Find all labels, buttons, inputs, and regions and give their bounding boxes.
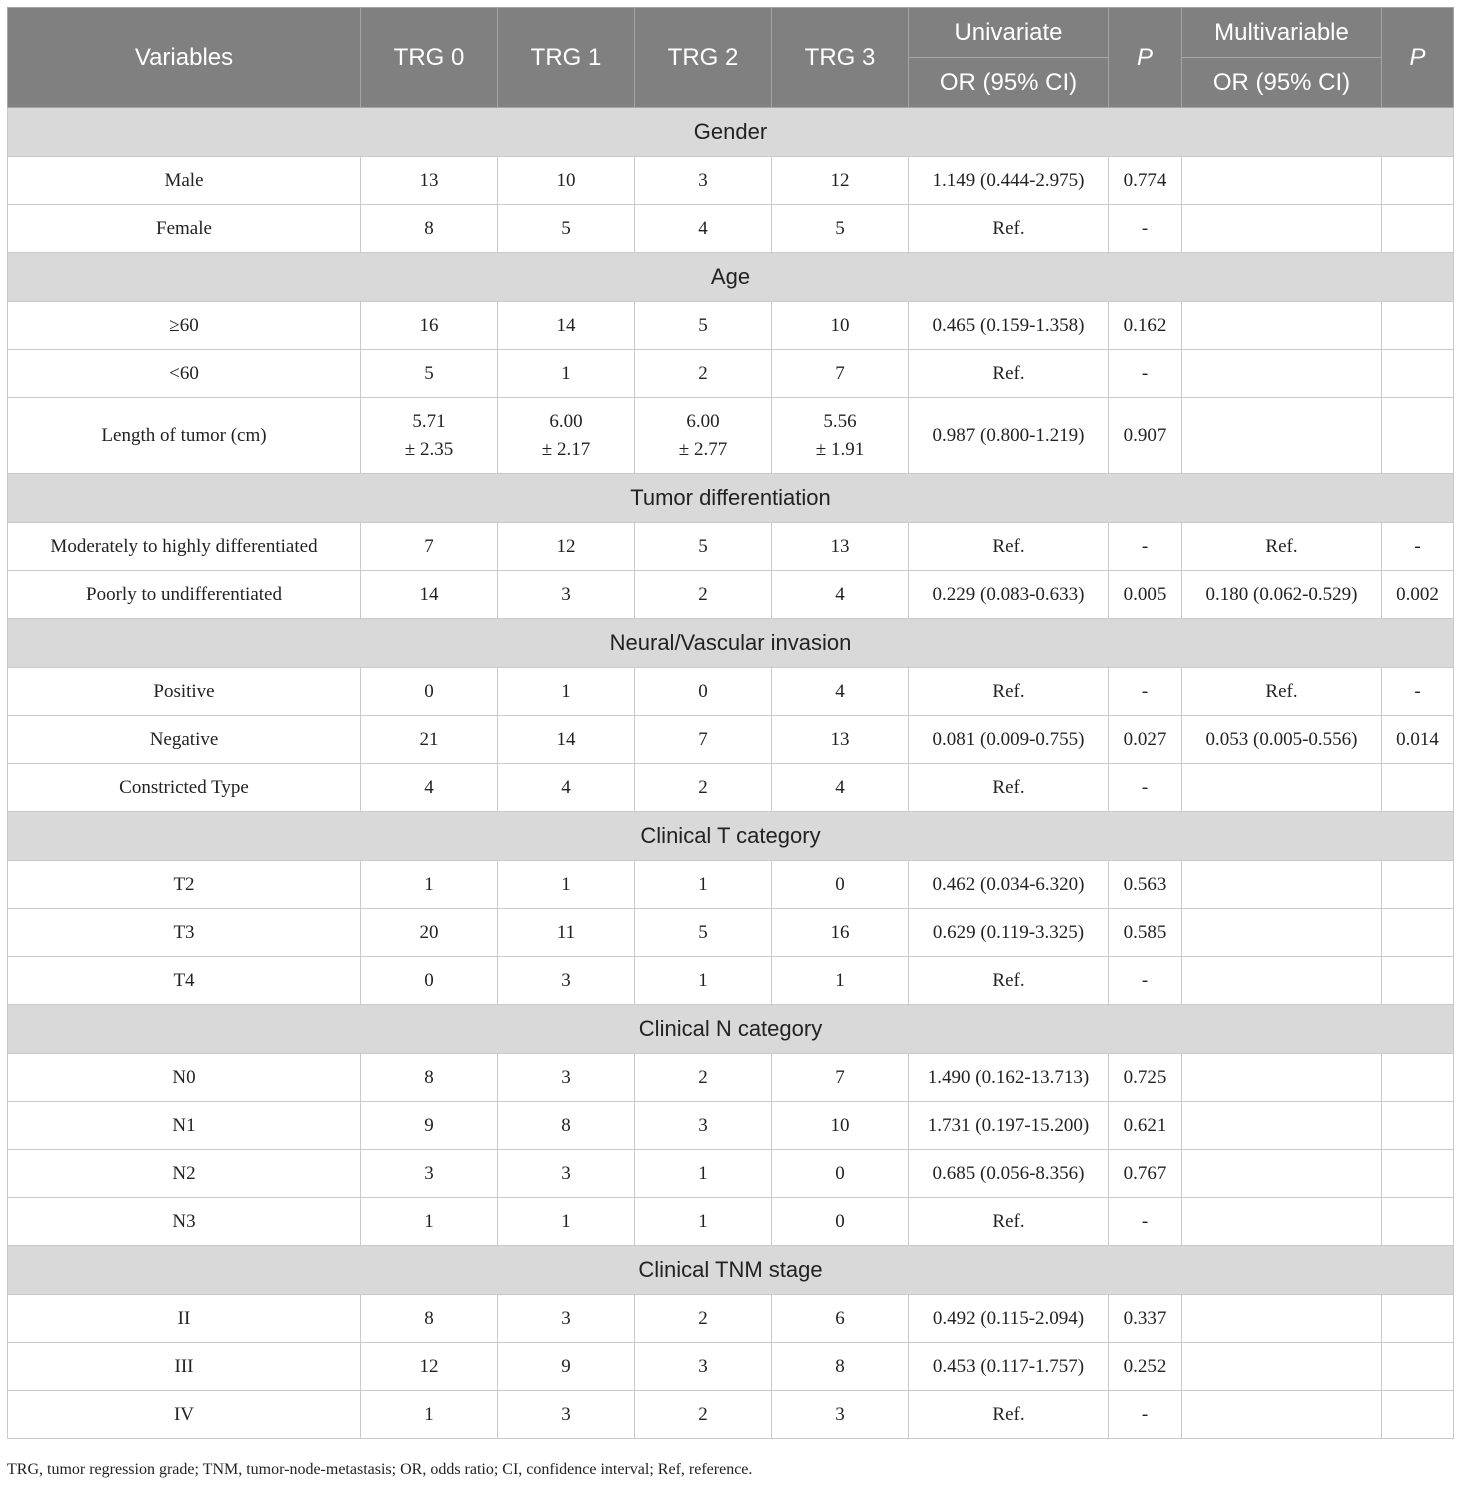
cell-mean: 5.56 <box>823 410 857 432</box>
cell-trg2: 2 <box>635 1295 772 1343</box>
cell-trg0: 1 <box>361 1391 498 1439</box>
cell-trg1: 8 <box>498 1102 635 1150</box>
cell-trg2: 3 <box>635 1343 772 1391</box>
cell-trg0: 13 <box>361 157 498 205</box>
cell-multivariable-or <box>1182 1198 1382 1246</box>
header-variables: Variables <box>8 8 361 108</box>
cell-multivariable-or <box>1182 1054 1382 1102</box>
cell-multivariable-or: 0.180 (0.062-0.529) <box>1182 571 1382 619</box>
table-row <box>8 668 1454 716</box>
cell-variable: II <box>8 1295 361 1343</box>
cell-trg1: 1 <box>498 861 635 909</box>
cell-trg2: 1 <box>635 861 772 909</box>
cell-trg2: 1 <box>635 1150 772 1198</box>
table-row <box>8 398 1454 474</box>
cell-trg1: 3 <box>498 571 635 619</box>
cell-variable: T3 <box>8 909 361 957</box>
table-body <box>8 108 1454 1439</box>
table-row <box>8 1150 1454 1198</box>
table-row <box>8 302 1454 350</box>
cell-univariate-or: 0.462 (0.034-6.320) <box>909 861 1109 909</box>
cell-variable: IV <box>8 1391 361 1439</box>
cell-multivariable-or <box>1182 1102 1382 1150</box>
cell-multivariable-or <box>1182 205 1382 253</box>
cell-variable: T2 <box>8 861 361 909</box>
cell-trg1: 1 <box>498 350 635 398</box>
cell-multivariable-or: 0.053 (0.005-0.556) <box>1182 716 1382 764</box>
table-row <box>8 1343 1454 1391</box>
cell-variable: Length of tumor (cm) <box>8 398 361 474</box>
cell-univariate-or: 0.987 (0.800-1.219) <box>909 398 1109 474</box>
cell-variable: III <box>8 1343 361 1391</box>
cell-variable: Positive <box>8 668 361 716</box>
table-row <box>8 571 1454 619</box>
cell-multivariable-p <box>1382 861 1454 909</box>
cell-univariate-p: 0.621 <box>1109 1102 1182 1150</box>
cell-trg3: 8 <box>772 1343 909 1391</box>
cell-trg0: 3 <box>361 1150 498 1198</box>
cell-trg1: 14 <box>498 302 635 350</box>
header-trg1: TRG 1 <box>498 8 635 108</box>
table-row <box>8 350 1454 398</box>
cell-multivariable-p <box>1382 1391 1454 1439</box>
section-title: Clinical N category <box>8 1005 1454 1054</box>
table-row <box>8 957 1454 1005</box>
cell-variable: N1 <box>8 1102 361 1150</box>
header-univariate: Univariate <box>909 8 1109 58</box>
cell-multivariable-or <box>1182 398 1382 474</box>
cell-sd: ± 2.35 <box>404 438 454 460</box>
cell-multivariable-or <box>1182 350 1382 398</box>
cell-univariate-p: 0.767 <box>1109 1150 1182 1198</box>
cell-variable: Poorly to undifferentiated <box>8 571 361 619</box>
cell-univariate-or: Ref. <box>909 1391 1109 1439</box>
section-row <box>8 812 1454 861</box>
cell-multivariable-p <box>1382 764 1454 812</box>
table-row <box>8 1295 1454 1343</box>
cell-mean: 5.71 <box>412 410 446 432</box>
cell-trg2: 3 <box>635 1102 772 1150</box>
cell-trg2: 5 <box>635 523 772 571</box>
cell-trg0: 8 <box>361 1054 498 1102</box>
cell-univariate-or: Ref. <box>909 205 1109 253</box>
cell-trg3: 7 <box>772 1054 909 1102</box>
cell-variable: N0 <box>8 1054 361 1102</box>
section-row <box>8 253 1454 302</box>
cell-trg2: 1 <box>635 957 772 1005</box>
cell-univariate-p: 0.563 <box>1109 861 1182 909</box>
cell-variable: T4 <box>8 957 361 1005</box>
cell-trg1: 3 <box>498 1295 635 1343</box>
section-row <box>8 619 1454 668</box>
cell-univariate-or: 1.149 (0.444-2.975) <box>909 157 1109 205</box>
cell-univariate-p: 0.252 <box>1109 1343 1182 1391</box>
cell-multivariable-or: Ref. <box>1182 668 1382 716</box>
cell-variable: ≥60 <box>8 302 361 350</box>
cell-variable: <60 <box>8 350 361 398</box>
cell-trg3: 13 <box>772 523 909 571</box>
header-univariate-p: P <box>1109 8 1182 108</box>
table-row <box>8 1102 1454 1150</box>
section-row <box>8 1246 1454 1295</box>
cell-univariate-or: Ref. <box>909 523 1109 571</box>
cell-multivariable-p: - <box>1382 668 1454 716</box>
cell-trg2: 2 <box>635 571 772 619</box>
cell-trg2: 2 <box>635 1391 772 1439</box>
cell-univariate-or: Ref. <box>909 764 1109 812</box>
cell-trg0: 0 <box>361 668 498 716</box>
cell-multivariable-p: - <box>1382 523 1454 571</box>
cell-trg0 <box>361 398 498 474</box>
table-row <box>8 1054 1454 1102</box>
cell-univariate-or: 1.731 (0.197-15.200) <box>909 1102 1109 1150</box>
cell-sd: ± 2.77 <box>678 438 728 460</box>
cell-trg1: 1 <box>498 668 635 716</box>
cell-trg1: 3 <box>498 1054 635 1102</box>
cell-mean: 6.00 <box>686 410 720 432</box>
cell-multivariable-p: 0.014 <box>1382 716 1454 764</box>
cell-trg0: 4 <box>361 764 498 812</box>
cell-univariate-p: 0.725 <box>1109 1054 1182 1102</box>
cell-trg0: 8 <box>361 1295 498 1343</box>
cell-multivariable-p <box>1382 1343 1454 1391</box>
cell-univariate-or: Ref. <box>909 957 1109 1005</box>
cell-trg0: 16 <box>361 302 498 350</box>
cell-univariate-p: - <box>1109 523 1182 571</box>
cell-trg1: 11 <box>498 909 635 957</box>
cell-trg2: 1 <box>635 1198 772 1246</box>
cell-trg2: 3 <box>635 157 772 205</box>
cell-univariate-p: - <box>1109 1391 1182 1439</box>
cell-multivariable-or <box>1182 302 1382 350</box>
cell-trg0: 9 <box>361 1102 498 1150</box>
section-title: Clinical TNM stage <box>8 1246 1454 1295</box>
cell-trg0: 5 <box>361 350 498 398</box>
cell-univariate-p: - <box>1109 764 1182 812</box>
cell-multivariable-p <box>1382 157 1454 205</box>
section-title: Neural/Vascular invasion <box>8 619 1454 668</box>
cell-multivariable-p <box>1382 1198 1454 1246</box>
cell-multivariable-or <box>1182 957 1382 1005</box>
cell-trg1: 1 <box>498 1198 635 1246</box>
header-trg3: TRG 3 <box>772 8 909 108</box>
cell-trg2: 2 <box>635 350 772 398</box>
results-table <box>7 7 1454 1439</box>
cell-variable: Moderately to highly differentiated <box>8 523 361 571</box>
cell-trg1: 3 <box>498 1391 635 1439</box>
cell-univariate-or: 0.629 (0.119-3.325) <box>909 909 1109 957</box>
cell-variable: Female <box>8 205 361 253</box>
header-trg2: TRG 2 <box>635 8 772 108</box>
header-trg0: TRG 0 <box>361 8 498 108</box>
cell-trg1: 5 <box>498 205 635 253</box>
section-row <box>8 474 1454 523</box>
cell-trg0: 14 <box>361 571 498 619</box>
cell-trg1: 9 <box>498 1343 635 1391</box>
cell-trg1: 4 <box>498 764 635 812</box>
cell-univariate-or: 0.685 (0.056-8.356) <box>909 1150 1109 1198</box>
section-title: Age <box>8 253 1454 302</box>
cell-univariate-p: - <box>1109 205 1182 253</box>
table-row <box>8 205 1454 253</box>
cell-multivariable-p <box>1382 957 1454 1005</box>
cell-univariate-or: Ref. <box>909 668 1109 716</box>
cell-trg3: 10 <box>772 302 909 350</box>
cell-trg0: 1 <box>361 861 498 909</box>
cell-multivariable-or <box>1182 861 1382 909</box>
table-row <box>8 157 1454 205</box>
cell-multivariable-p <box>1382 350 1454 398</box>
cell-multivariable-or <box>1182 1343 1382 1391</box>
cell-trg0: 1 <box>361 1198 498 1246</box>
cell-univariate-or: 0.229 (0.083-0.633) <box>909 571 1109 619</box>
cell-multivariable-or <box>1182 157 1382 205</box>
cell-multivariable-or <box>1182 764 1382 812</box>
cell-trg3: 4 <box>772 668 909 716</box>
cell-trg1: 14 <box>498 716 635 764</box>
cell-sd: ± 1.91 <box>815 438 865 460</box>
cell-variable: Negative <box>8 716 361 764</box>
cell-univariate-p: 0.027 <box>1109 716 1182 764</box>
cell-trg3: 16 <box>772 909 909 957</box>
cell-variable: N2 <box>8 1150 361 1198</box>
cell-univariate-p: - <box>1109 1198 1182 1246</box>
table-row <box>8 909 1454 957</box>
cell-trg3: 0 <box>772 861 909 909</box>
table-row <box>8 764 1454 812</box>
cell-trg2: 5 <box>635 909 772 957</box>
cell-trg3: 0 <box>772 1198 909 1246</box>
section-row <box>8 1005 1454 1054</box>
cell-univariate-or: 0.453 (0.117-1.757) <box>909 1343 1109 1391</box>
cell-multivariable-p <box>1382 1150 1454 1198</box>
cell-trg2: 7 <box>635 716 772 764</box>
section-title: Gender <box>8 108 1454 157</box>
cell-trg1: 12 <box>498 523 635 571</box>
cell-univariate-p: - <box>1109 668 1182 716</box>
cell-multivariable-or <box>1182 1150 1382 1198</box>
cell-univariate-or: Ref. <box>909 350 1109 398</box>
cell-trg3: 7 <box>772 350 909 398</box>
section-row <box>8 108 1454 157</box>
cell-trg2: 5 <box>635 302 772 350</box>
cell-univariate-p: 0.585 <box>1109 909 1182 957</box>
cell-trg3: 5 <box>772 205 909 253</box>
cell-trg3: 4 <box>772 764 909 812</box>
cell-univariate-or: 0.465 (0.159-1.358) <box>909 302 1109 350</box>
cell-mean: 6.00 <box>549 410 583 432</box>
cell-trg3 <box>772 398 909 474</box>
header-multivariable-p: P <box>1382 8 1454 108</box>
cell-trg2 <box>635 398 772 474</box>
cell-trg3: 12 <box>772 157 909 205</box>
cell-trg2: 2 <box>635 764 772 812</box>
cell-trg3: 10 <box>772 1102 909 1150</box>
cell-trg1: 10 <box>498 157 635 205</box>
cell-multivariable-p <box>1382 1102 1454 1150</box>
table-row <box>8 716 1454 764</box>
cell-trg1: 3 <box>498 957 635 1005</box>
cell-multivariable-p: 0.002 <box>1382 571 1454 619</box>
cell-univariate-p: 0.774 <box>1109 157 1182 205</box>
cell-trg1: 3 <box>498 1150 635 1198</box>
header-multivariable: Multivariable <box>1182 8 1382 58</box>
cell-trg2: 2 <box>635 1054 772 1102</box>
cell-univariate-p: 0.337 <box>1109 1295 1182 1343</box>
cell-trg0: 0 <box>361 957 498 1005</box>
cell-multivariable-p <box>1382 1295 1454 1343</box>
cell-univariate-or: 1.490 (0.162-13.713) <box>909 1054 1109 1102</box>
table-row <box>8 861 1454 909</box>
cell-trg0: 8 <box>361 205 498 253</box>
cell-univariate-p: - <box>1109 957 1182 1005</box>
cell-variable: Male <box>8 157 361 205</box>
cell-univariate-p: 0.162 <box>1109 302 1182 350</box>
section-title: Clinical T category <box>8 812 1454 861</box>
header-multivariable-or: OR (95% CI) <box>1182 58 1382 108</box>
cell-multivariable-or: Ref. <box>1182 523 1382 571</box>
cell-trg0: 7 <box>361 523 498 571</box>
cell-univariate-p: 0.907 <box>1109 398 1182 474</box>
cell-trg0: 20 <box>361 909 498 957</box>
cell-trg3: 4 <box>772 571 909 619</box>
cell-multivariable-or <box>1182 909 1382 957</box>
cell-trg3: 3 <box>772 1391 909 1439</box>
cell-trg3: 0 <box>772 1150 909 1198</box>
cell-multivariable-p <box>1382 398 1454 474</box>
cell-univariate-or: 0.492 (0.115-2.094) <box>909 1295 1109 1343</box>
cell-multivariable-or <box>1182 1391 1382 1439</box>
cell-trg3: 13 <box>772 716 909 764</box>
section-title: Tumor differentiation <box>8 474 1454 523</box>
cell-trg1 <box>498 398 635 474</box>
cell-trg2: 4 <box>635 205 772 253</box>
cell-variable: N3 <box>8 1198 361 1246</box>
cell-univariate-or: 0.081 (0.009-0.755) <box>909 716 1109 764</box>
table-header <box>8 8 1454 108</box>
cell-univariate-p: 0.005 <box>1109 571 1182 619</box>
cell-univariate-or: Ref. <box>909 1198 1109 1246</box>
cell-multivariable-p <box>1382 205 1454 253</box>
cell-multivariable-p <box>1382 909 1454 957</box>
cell-multivariable-p <box>1382 302 1454 350</box>
cell-multivariable-p <box>1382 1054 1454 1102</box>
table-row <box>8 1198 1454 1246</box>
cell-sd: ± 2.17 <box>541 438 591 460</box>
cell-trg3: 1 <box>772 957 909 1005</box>
table-row <box>8 1391 1454 1439</box>
table-footnote: TRG, tumor regression grade; TNM, tumor-node-metastasis; OR, odds ratio; CI, confidence interval; Ref, reference. <box>7 1461 753 1478</box>
cell-trg3: 6 <box>772 1295 909 1343</box>
header-univariate-or: OR (95% CI) <box>909 58 1109 108</box>
cell-variable: Constricted Type <box>8 764 361 812</box>
cell-univariate-p: - <box>1109 350 1182 398</box>
cell-trg0: 12 <box>361 1343 498 1391</box>
cell-multivariable-or <box>1182 1295 1382 1343</box>
cell-trg2: 0 <box>635 668 772 716</box>
table-row <box>8 523 1454 571</box>
cell-trg0: 21 <box>361 716 498 764</box>
